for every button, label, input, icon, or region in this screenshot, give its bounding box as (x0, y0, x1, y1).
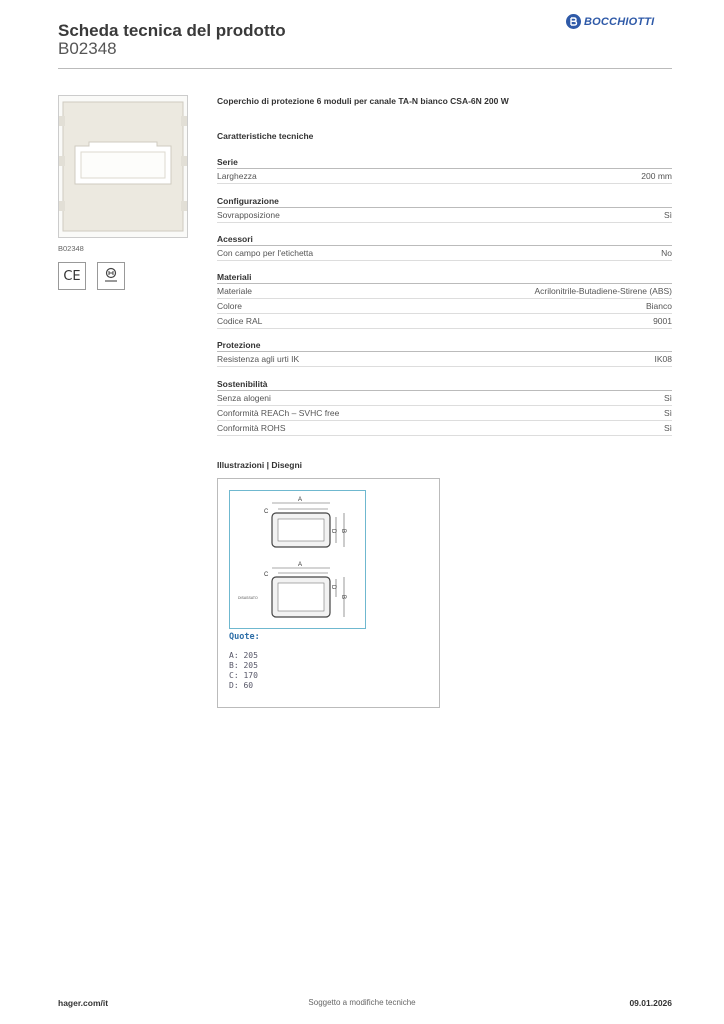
spec-row (217, 314, 672, 329)
spec-label: Conformità ROHS (217, 423, 286, 433)
spec-group-title: Materiali (217, 270, 672, 284)
spec-row (217, 391, 672, 406)
spec-group-materiali (217, 270, 672, 329)
spec-group-accessori (217, 232, 672, 261)
footer-website[interactable]: hager.com/it (58, 998, 109, 1008)
dim-label-c: C (264, 572, 269, 578)
technical-drawing (229, 490, 366, 629)
spec-value: No (661, 248, 672, 258)
dim-label-d: D (330, 585, 336, 590)
image-caption: B02348 (58, 244, 84, 253)
spec-label: Codice RAL (217, 316, 263, 326)
spec-label: Colore (217, 301, 243, 311)
dim-label-c: C (264, 509, 269, 515)
quote-list (229, 651, 258, 691)
spec-value: 9001 (653, 316, 672, 326)
illustration-box (217, 478, 440, 708)
spec-row (217, 299, 672, 314)
quote-title: Quote: (229, 632, 260, 642)
quote-item: D: 60 (229, 681, 254, 690)
footer-date: 09.01.2026 (629, 998, 672, 1008)
spec-label: Larghezza (217, 171, 257, 181)
spec-group-sostenibilita (217, 377, 672, 436)
brand-name: BOCCHIOTTI (584, 15, 655, 28)
quote-item: B: 205 (229, 661, 258, 670)
spec-label: Con campo per l'etichetta (217, 248, 314, 258)
spec-group-configurazione (217, 194, 672, 223)
spec-value: Sì (663, 423, 672, 433)
spec-value: IK08 (654, 354, 672, 364)
spec-label: Conformità REACh – SVHC free (217, 408, 340, 418)
spec-value: Sì (663, 393, 672, 403)
spec-row (217, 284, 672, 299)
dim-label-d: D (330, 529, 336, 534)
side-label: DISASSATO (238, 596, 258, 600)
dim-label-a: A (298, 497, 303, 503)
quote-item: A: 205 (229, 651, 258, 660)
spec-value: Bianco (646, 301, 672, 311)
spec-value: Acrilonitrile-Butadiene-Stirene (ABS) (534, 286, 672, 296)
spec-group-title: Protezione (217, 338, 672, 352)
certification-mark-icon (97, 262, 125, 290)
spec-label: Materiale (217, 286, 252, 296)
spec-group-protezione (217, 338, 672, 367)
spec-label: Resistenza agli urti IK (217, 354, 300, 364)
brand-logo (566, 14, 654, 29)
spec-row (217, 208, 672, 223)
spec-group-title: Sostenibilità (217, 377, 672, 391)
spec-group-title: Configurazione (217, 194, 672, 208)
brand-mark-icon (566, 14, 581, 29)
spec-label: Senza alogeni (217, 393, 271, 403)
spec-value: 200 mm (641, 171, 672, 181)
spec-row (217, 406, 672, 421)
dim-label-a: A (298, 562, 303, 568)
page-title: Scheda tecnica del prodotto (58, 21, 286, 40)
spec-row (217, 352, 672, 367)
product-description: Coperchio di protezione 6 moduli per canale TA-N bianco CSA-6N 200 W (217, 96, 509, 106)
spec-group-title: Serie (217, 155, 672, 169)
dim-label-b: B (340, 529, 346, 534)
spec-group-serie (217, 155, 672, 184)
ce-mark-icon: CE (58, 262, 86, 290)
spec-row (217, 246, 672, 261)
spec-row (217, 421, 672, 436)
spec-value: Sì (663, 408, 672, 418)
footer-disclaimer: Soggetto a modifiche tecniche (308, 998, 416, 1007)
quote-item: C: 170 (229, 671, 258, 680)
spec-label: Sovrapposizione (217, 210, 280, 220)
illustrations-title: Illustrazioni | Disegni (217, 460, 303, 470)
spec-row (217, 169, 672, 184)
spec-group-title: Acessori (217, 232, 672, 246)
product-code: B02348 (58, 39, 117, 58)
product-image (58, 95, 188, 238)
header-divider (58, 68, 672, 69)
dim-label-b: B (340, 595, 346, 600)
spec-value: Sì (663, 210, 672, 220)
specs-section-title: Caratteristiche tecniche (217, 131, 314, 141)
